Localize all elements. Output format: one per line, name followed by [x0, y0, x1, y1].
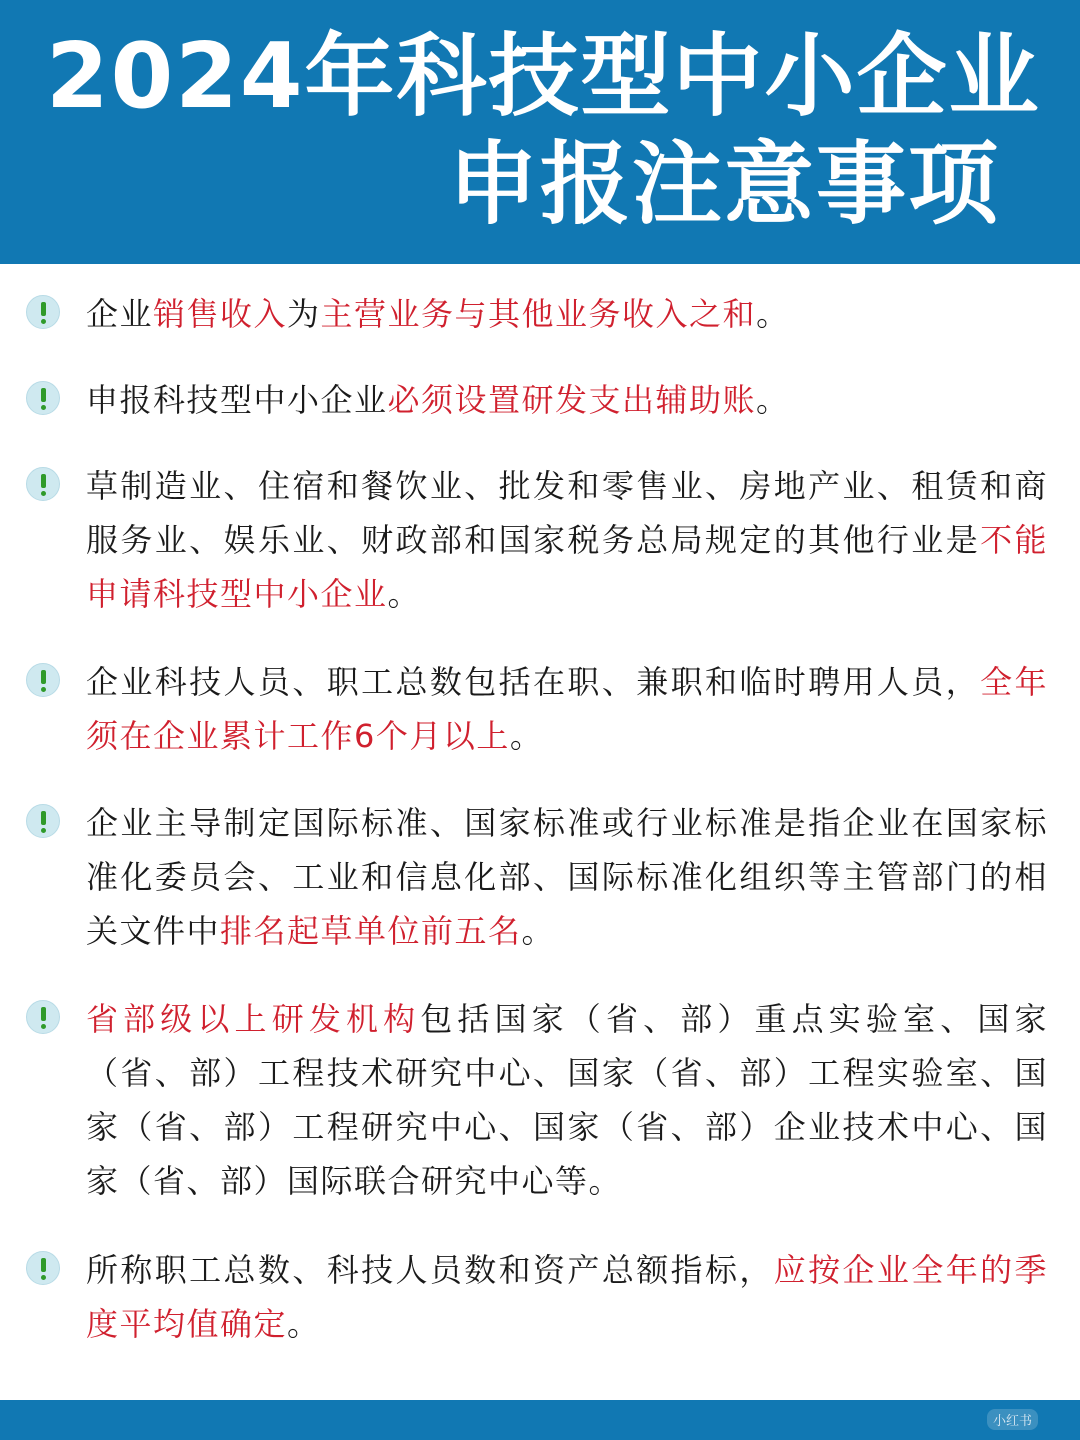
- notice-text: 企业销售收入为主营业务与其他业务收入之和。: [86, 295, 790, 333]
- exclamation-icon: [26, 663, 60, 697]
- notice-text: 省部级以上研发机构包括国家（省、部）重点实验室、国家（省、部）工程技术研究中心、国家（省、部）工程实验室、国家（省、部）工程研究中心、国家（省、部）企业技术中心、国家（省、部）国际联合研究中心等。: [86, 1000, 1048, 1200]
- page-title-line-1: 2024年科技型中小企业: [46, 24, 1041, 129]
- exclamation-icon: [26, 295, 60, 329]
- footer-bar: [0, 1400, 1080, 1440]
- notice-text: 申报科技型中小企业必须设置研发支出辅助账。: [86, 381, 790, 419]
- notice-text: 所称职工总数、科技人员数和资产总额指标，应按企业全年的季度平均值确定。: [86, 1251, 1048, 1343]
- notice-text: 草制造业、住宿和餐饮业、批发和零售业、房地产业、租赁和商服务业、娱乐业、财政部和国家税务总局规定的其他行业是不能申请科技型中小企业。: [86, 467, 1048, 613]
- exclamation-icon: [26, 467, 60, 501]
- page-title-line-2: 申报注意事项: [448, 132, 1000, 237]
- exclamation-icon: [26, 1000, 60, 1034]
- notice-text: 企业主导制定国际标准、国家标准或行业标准是指企业在国家标准化委员会、工业和信息化部、国际标准化组织等主管部门的相关文件中排名起草单位前五名。: [86, 804, 1048, 950]
- exclamation-icon: [26, 804, 60, 838]
- exclamation-icon: [26, 381, 60, 415]
- notice-text: 企业科技人员、职工总数包括在职、兼职和临时聘用人员，全年须在企业累计工作6个月以上。: [86, 663, 1048, 755]
- exclamation-icon: [26, 1251, 60, 1285]
- header-banner: [0, 0, 1080, 264]
- watermark: 小红书: [987, 1409, 1038, 1430]
